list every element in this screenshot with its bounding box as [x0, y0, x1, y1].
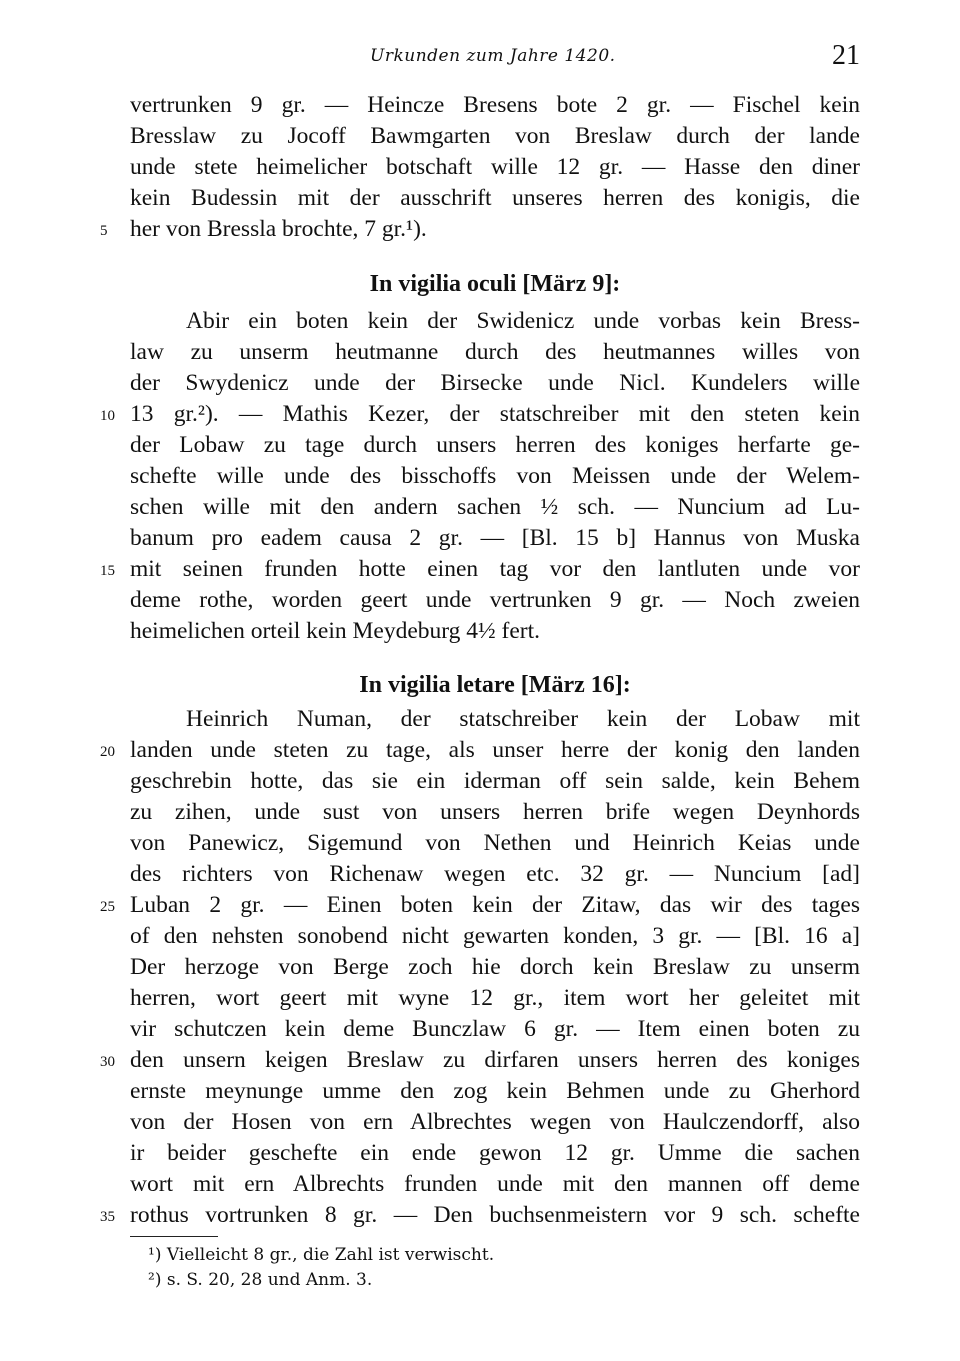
text-line: landen unde steten zu tage, als unser herre der konig den landen [130, 737, 860, 763]
line-number: 30 [100, 1054, 115, 1070]
text-line: der Swydenicz unde der Birsecke unde Nicl. Kundelers wille [130, 370, 860, 396]
line-number: 35 [100, 1209, 115, 1225]
section-heading: In vigilia oculi [März 9]: [369, 271, 621, 297]
footnote: ¹) Vielleicht 8 gr., die Zahl ist verwischt. [148, 1245, 495, 1265]
text-line: heimelichen orteil kein Meydeburg 4½ fert. [130, 618, 541, 644]
text-line: law zu unserm heutmanne durch des heutmannes willes von [130, 339, 860, 365]
line-number: 15 [100, 563, 115, 579]
text-line: Der herzoge von Berge zoch hie dorch kein Breslaw zu unserm [130, 954, 860, 980]
text-line: rothus vortrunken 8 gr. — Den buchsenmeistern vor 9 sch. schefte [130, 1202, 860, 1228]
text-line: banum pro eadem causa 2 gr. — [Bl. 15 b] Hannus von Muska [130, 525, 860, 551]
text-line: Bresslaw zu Jocoff Bawmgarten von Breslaw durch der lande [130, 123, 860, 149]
text-line: geschrebin hotte, das sie ein iderman off sein salde, kein Behem [130, 768, 860, 794]
line-number: 5 [100, 223, 108, 239]
text-line: mit seinen frunden hotte einen tag vor den lantluten unde vor [130, 556, 860, 582]
text-line: schen wille mit den andern sachen ½ sch. — Nuncium ad Lu- [130, 494, 860, 520]
text-line: vir schutczen kein deme Bunczlaw 6 gr. — Item einen boten zu [130, 1016, 860, 1042]
page-number: 21 [832, 40, 860, 71]
text-line: der Lobaw zu tage durch unsers herren des koniges herfarte ge- [130, 432, 860, 458]
line-number: 25 [100, 899, 115, 915]
section-heading: In vigilia letare [März 16]: [359, 672, 631, 698]
footnote-divider [130, 1236, 218, 1237]
text-line: schefte wille unde des bisschoffs von Meissen unde der Welem- [130, 463, 860, 489]
text-line: ernste meynunge umme den zog kein Behmen unde zu Gherhord [130, 1078, 860, 1104]
page-header [130, 40, 860, 84]
text-line: ir beider geschefte ein ende gewon 12 gr. Umme die sachen [130, 1140, 860, 1166]
text-line: of den nehsten sonobend nicht gewarten konden, 3 gr. — [Bl. 16 a] [130, 923, 860, 949]
text-line: von Panewicz, Sigemund von Nethen und Heinrich Keias unde [130, 830, 860, 856]
text-line: zu zihen, unde sust von unsers herren brife wegen Deynhords [130, 799, 860, 825]
text-line: her von Bressla brochte, 7 gr.¹). [130, 216, 427, 242]
text-line: von der Hosen von ern Albrechtes wegen von Haulczendorff, also [130, 1109, 860, 1135]
text-line: den unsern keigen Breslaw zu dirfaren unsers herren des koniges [130, 1047, 860, 1073]
running-title: Urkunden zum Jahre 1420. [370, 46, 616, 66]
line-number: 20 [100, 744, 115, 760]
text-line: deme rothe, worden geert unde vertrunken 9 gr. — Noch zweien [130, 587, 860, 613]
text-line: wort mit ern Albrechts frunden unde mit den mannen off deme [130, 1171, 860, 1197]
text-line: Luban 2 gr. — Einen boten kein der Zitaw, das wir des tages [130, 892, 860, 918]
text-line: Heinrich Numan, der statschreiber kein der Lobaw mit [186, 706, 860, 732]
line-number: 10 [100, 408, 115, 424]
text-line: Abir ein boten kein der Swidenicz unde vorbas kein Bress- [186, 308, 860, 334]
text-line: unde stete heimelicher botschaft wille 12 gr. — Hasse den diner [130, 154, 860, 180]
text-line: des richters von Richenaw wegen etc. 32 gr. — Nuncium [ad] [130, 861, 860, 887]
text-line: kein Budessin mit der ausschrift unseres herren des konigis, die [130, 185, 860, 211]
text-line: 13 gr.²). — Mathis Kezer, der statschreiber mit den steten kein [130, 401, 860, 427]
text-line: vertrunken 9 gr. — Heincze Bresens bote 2 gr. — Fischel kein [130, 92, 860, 118]
footnote: ²) s. S. 20, 28 und Anm. 3. [148, 1270, 373, 1290]
text-line: herren, wort geert mit wyne 12 gr., item wort her geleitet mit [130, 985, 860, 1011]
